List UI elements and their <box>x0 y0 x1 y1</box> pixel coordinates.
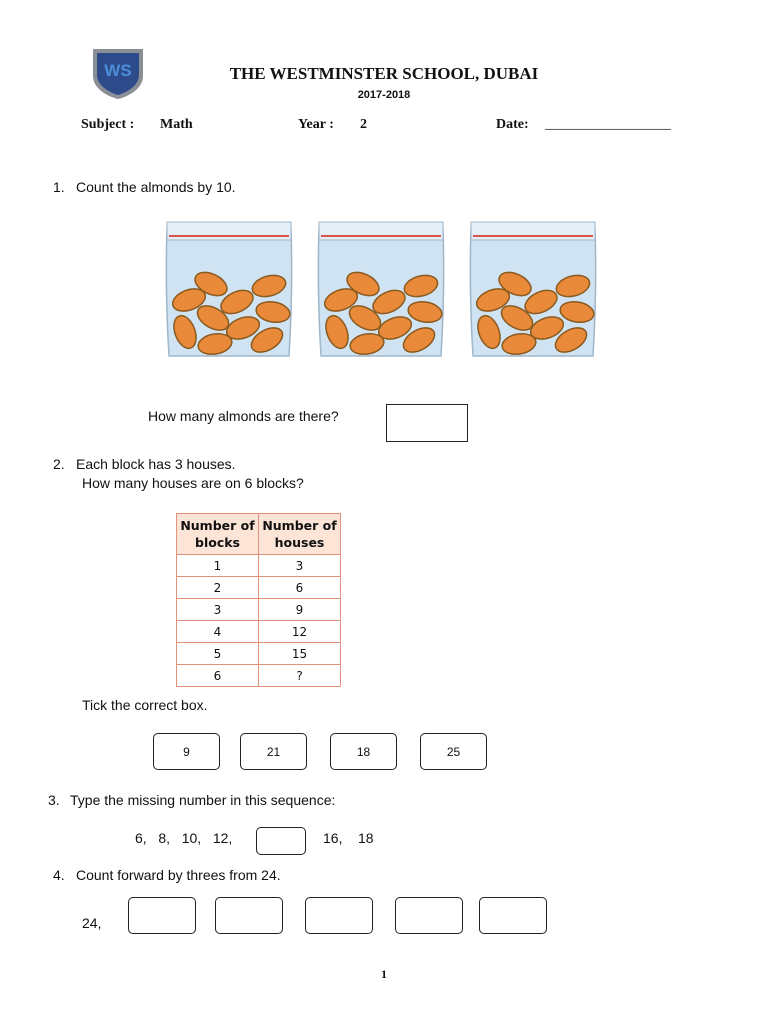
school-year-range: 2017-2018 <box>357 89 411 101</box>
table-row <box>177 577 341 599</box>
option-box-18[interactable]: 18 <box>330 733 397 770</box>
q4-text: Count forward by threes from 24. <box>76 867 281 883</box>
table-cell: ? <box>259 665 341 687</box>
table-cell: 3 <box>259 555 341 577</box>
q2-number: 2. <box>53 456 65 472</box>
table-cell: 5 <box>177 643 259 665</box>
option-box-25[interactable]: 25 <box>420 733 487 770</box>
page-number: 1 <box>381 967 387 981</box>
almond-bag <box>318 222 443 357</box>
answer-box-4[interactable] <box>395 897 463 934</box>
year-label: Year : <box>298 117 334 132</box>
blocks-houses-table <box>176 513 341 687</box>
table-cell: 1 <box>177 555 259 577</box>
school-title: THE WESTMINSTER SCHOOL, DUBAI <box>229 64 539 83</box>
almond-bags-illustration <box>160 220 600 360</box>
table-row <box>177 665 341 687</box>
table-cell: 6 <box>177 665 259 687</box>
table-cell: 6 <box>259 577 341 599</box>
q1-number: 1. <box>53 179 65 195</box>
date-label: Date: <box>496 117 529 132</box>
table-header: Number of blocks <box>177 514 259 555</box>
q4-number: 4. <box>53 867 65 883</box>
count-start: 24, <box>82 915 102 931</box>
sequence-after: 16, 18 <box>323 830 374 846</box>
table-cell: 2 <box>177 577 259 599</box>
q1-text: Count the almonds by 10. <box>76 179 236 195</box>
table-cell: 9 <box>259 599 341 621</box>
year-value: 2 <box>360 117 367 132</box>
q1-prompt: How many almonds are there? <box>148 408 339 424</box>
q3-number: 3. <box>48 792 60 808</box>
table-cell: 4 <box>177 621 259 643</box>
option-box-9[interactable]: 9 <box>153 733 220 770</box>
q1-answer-box[interactable] <box>386 404 468 442</box>
answer-box-3[interactable] <box>305 897 373 934</box>
answer-box-5[interactable] <box>479 897 547 934</box>
answer-box-1[interactable] <box>128 897 196 934</box>
answer-box-2[interactable] <box>215 897 283 934</box>
q2-text: Each block has 3 houses. <box>76 456 236 472</box>
table-row <box>177 599 341 621</box>
q3-text: Type the missing number in this sequence: <box>70 792 336 808</box>
missing-number-box[interactable] <box>256 827 306 855</box>
subject-label: Subject : <box>81 117 135 132</box>
almond-bag <box>166 222 291 357</box>
almond-bag <box>470 222 595 357</box>
option-box-21[interactable]: 21 <box>240 733 307 770</box>
q2-text-2: How many houses are on 6 blocks? <box>82 475 304 491</box>
table-row <box>177 555 341 577</box>
table-cell: 15 <box>259 643 341 665</box>
logo-text: WS <box>104 61 132 80</box>
table-header: Number of houses <box>259 514 341 555</box>
table-cell: 3 <box>177 599 259 621</box>
subject-value: Math <box>160 117 193 132</box>
q2-instruction: Tick the correct box. <box>82 697 208 713</box>
table-row <box>177 643 341 665</box>
date-field[interactable]: __________________ <box>545 117 671 132</box>
sequence-before: 6, 8, 10, 12, <box>135 830 233 846</box>
table-row <box>177 621 341 643</box>
table-cell: 12 <box>259 621 341 643</box>
